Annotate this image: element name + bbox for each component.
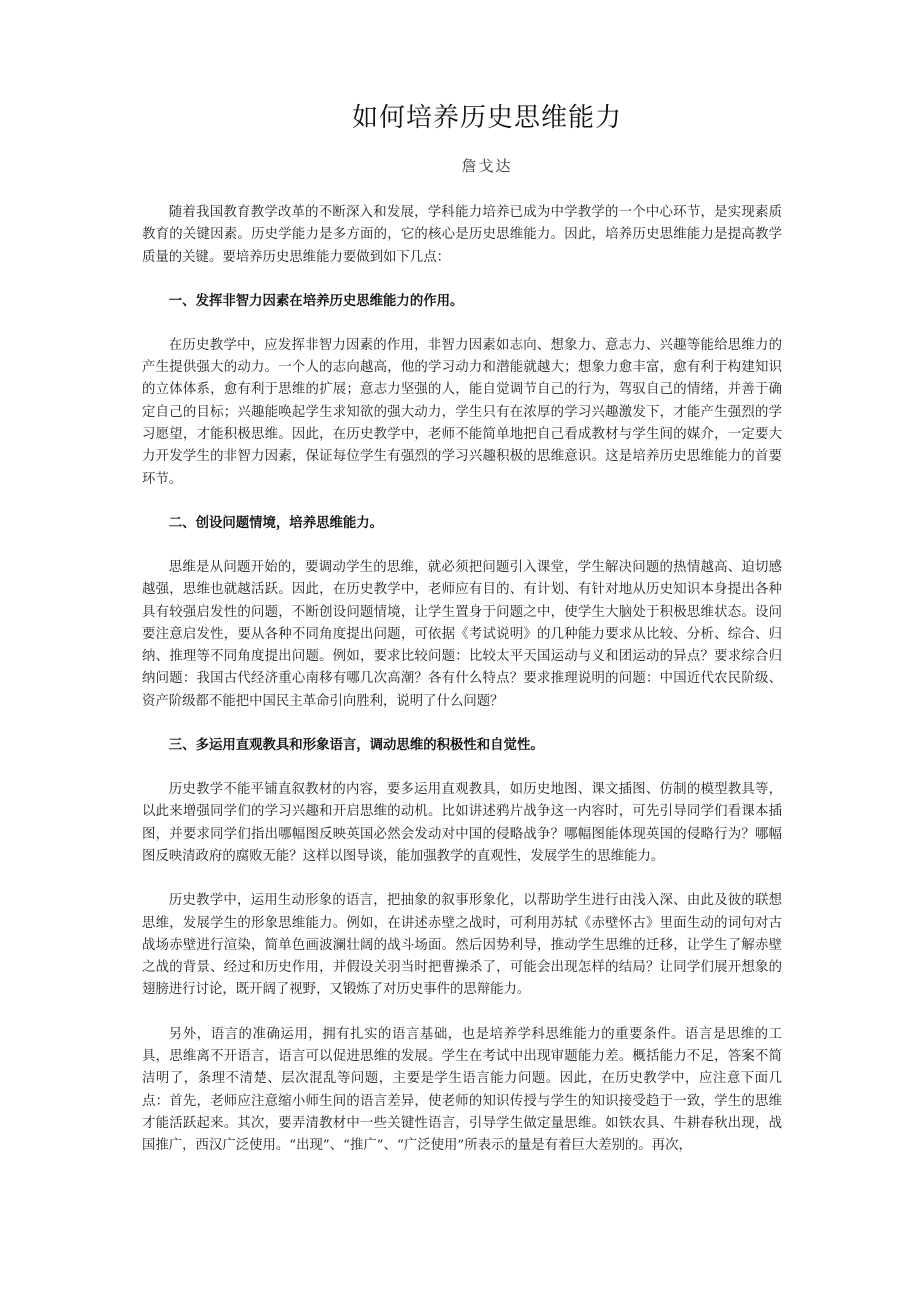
section-heading-3: 三、多运用直观教具和形象语言，调动思维的积极性和自觉性。 (168, 738, 544, 754)
document-body (142, 202, 782, 1180)
section-2-paragraph: 思维是从问题开始的，要调动学生的思维，就必须把问题引入课堂，学生解决问题的热情越高、迫切感越强，思维也就越活跃。因此，在历史教学中，老师应有目的、有计划、有针对地从历史知识本身提出各种具有较强启发性的问题，不断创设问题情境，让学生置身于问题之中，使学生大脑处于积极思维状态。设问要注意启发性，要从各种不同角度提出问题，可依据《考试说明》的几种能力要求从比较、分析、综合、归纳、推理等不同角度提出问题。例如，要求比较问题：比较太平天国运动与义和团运动的异点？要求综合归纳问题：我国古代经济重心南移有哪几次高潮？各有什么特点？要求推理说明的问题：中国近代农民阶级、资产阶级都不能把中国民主革命引向胜利，说明了什么问题？ (142, 559, 782, 709)
document-author: 詹戈达 (461, 157, 513, 175)
section-3-paragraph-2: 历史教学中，运用生动形象的语言，把抽象的叙事形象化，以帮助学生进行由浅入深、由此及彼的联想思维，发展学生的形象思维能力。例如，在讲述赤壁之战时，可利用苏轼《赤壁怀古》里面生动的词句对古战场赤壁进行渲染，简单色画波澜壮阔的战斗场面。然后因势利导，推动学生思维的迁移，让学生了解赤壁之战的背景、经过和历史作用，并假设关羽当时把曹操杀了，可能会出现怎样的结局？让同学们展开想象的翅膀进行讨论，既开阔了视野，又锻炼了对历史事件的思辩能力。 (142, 893, 782, 998)
section-3-paragraph-1: 历史教学不能平铺直叙教材的内容，要多运用直观教具，如历史地图、课文插图、仿制的模型教具等，以此来增强同学们的学习兴趣和开启思维的动机。比如讲述鸦片战争这一内容时，可先引导同学们看课本插图，并要求同学们指出哪幅图反映英国必然会发动对中国的侵略战争？哪幅图能体现英国的侵略行为？哪幅图反映清政府的腐败无能？这样以图导谈，能加强教学的直观性，发展学生的思维能力。 (142, 782, 782, 864)
section-heading-1: 一、发挥非智力因素在培养历史思维能力的作用。 (168, 293, 464, 309)
document-title: 如何培养历史思维能力 (351, 103, 622, 133)
section-3-paragraph-3: 另外，语言的准确运用，拥有扎实的语言基础，也是培养学科思维能力的重要条件。语言是思维的工具，思维离不开语言，语言可以促进思维的发展。学生在考试中出现审题能力差。概括能力不足，答案不简洁明了，条理不清楚、层次混乱等问题，主要是学生语言能力问题。因此，在历史教学中，应注意下面几点：首先，老师应注意缩小师生间的语言差异，使老师的知识传授与学生的知识接受趋于一致，学生的思维才能活跃起来。其次，要弄清教材中一些关键性语言，引导学生做定量思维。如铁农具、牛耕春秋出现，战国推广，西汉广泛使用。“出现”、“推广”、“广泛使用”所表示的量是有着巨大差别的。再次， (142, 1026, 782, 1154)
section-heading-2: 二、创设问题情境，培养思维能力。 (168, 515, 384, 531)
intro-paragraph: 随着我国教育教学改革的不断深入和发展，学科能力培养已成为中学教学的一个中心环节，是实现素质教育的关键因素。历史学能力是多方面的，它的核心是历史思维能力。因此，培养历史思维能力是提高教学质量的关键。要培养历史思维能力要做到如下几点： (142, 205, 782, 265)
section-1-paragraph: 在历史教学中，应发挥非智力因素的作用，非智力因素如志向、想象力、意志力、兴趣等能给思维力的产生提供强大的动力。一个人的志向越高，他的学习动力和潜能就越大；想象力愈丰富，愈有利于构建知识的立体体系，愈有利于思维的扩展；意志力坚强的人，能自觉调节自己的行为，驾驭自己的情绪，并善于确定自己的目标；兴趣能唤起学生求知欲的强大动力，学生只有在浓厚的学习兴趣激发下，才能产生强烈的学习愿望，才能积极思维。因此，在历史教学中，老师不能简单地把自己看成教材与学生间的媒介，一定要大力开发学生的非智力因素，保证每位学生有强烈的学习兴趣积极的思维意识。这是培养历史思维能力的首要环节。 (142, 337, 782, 487)
